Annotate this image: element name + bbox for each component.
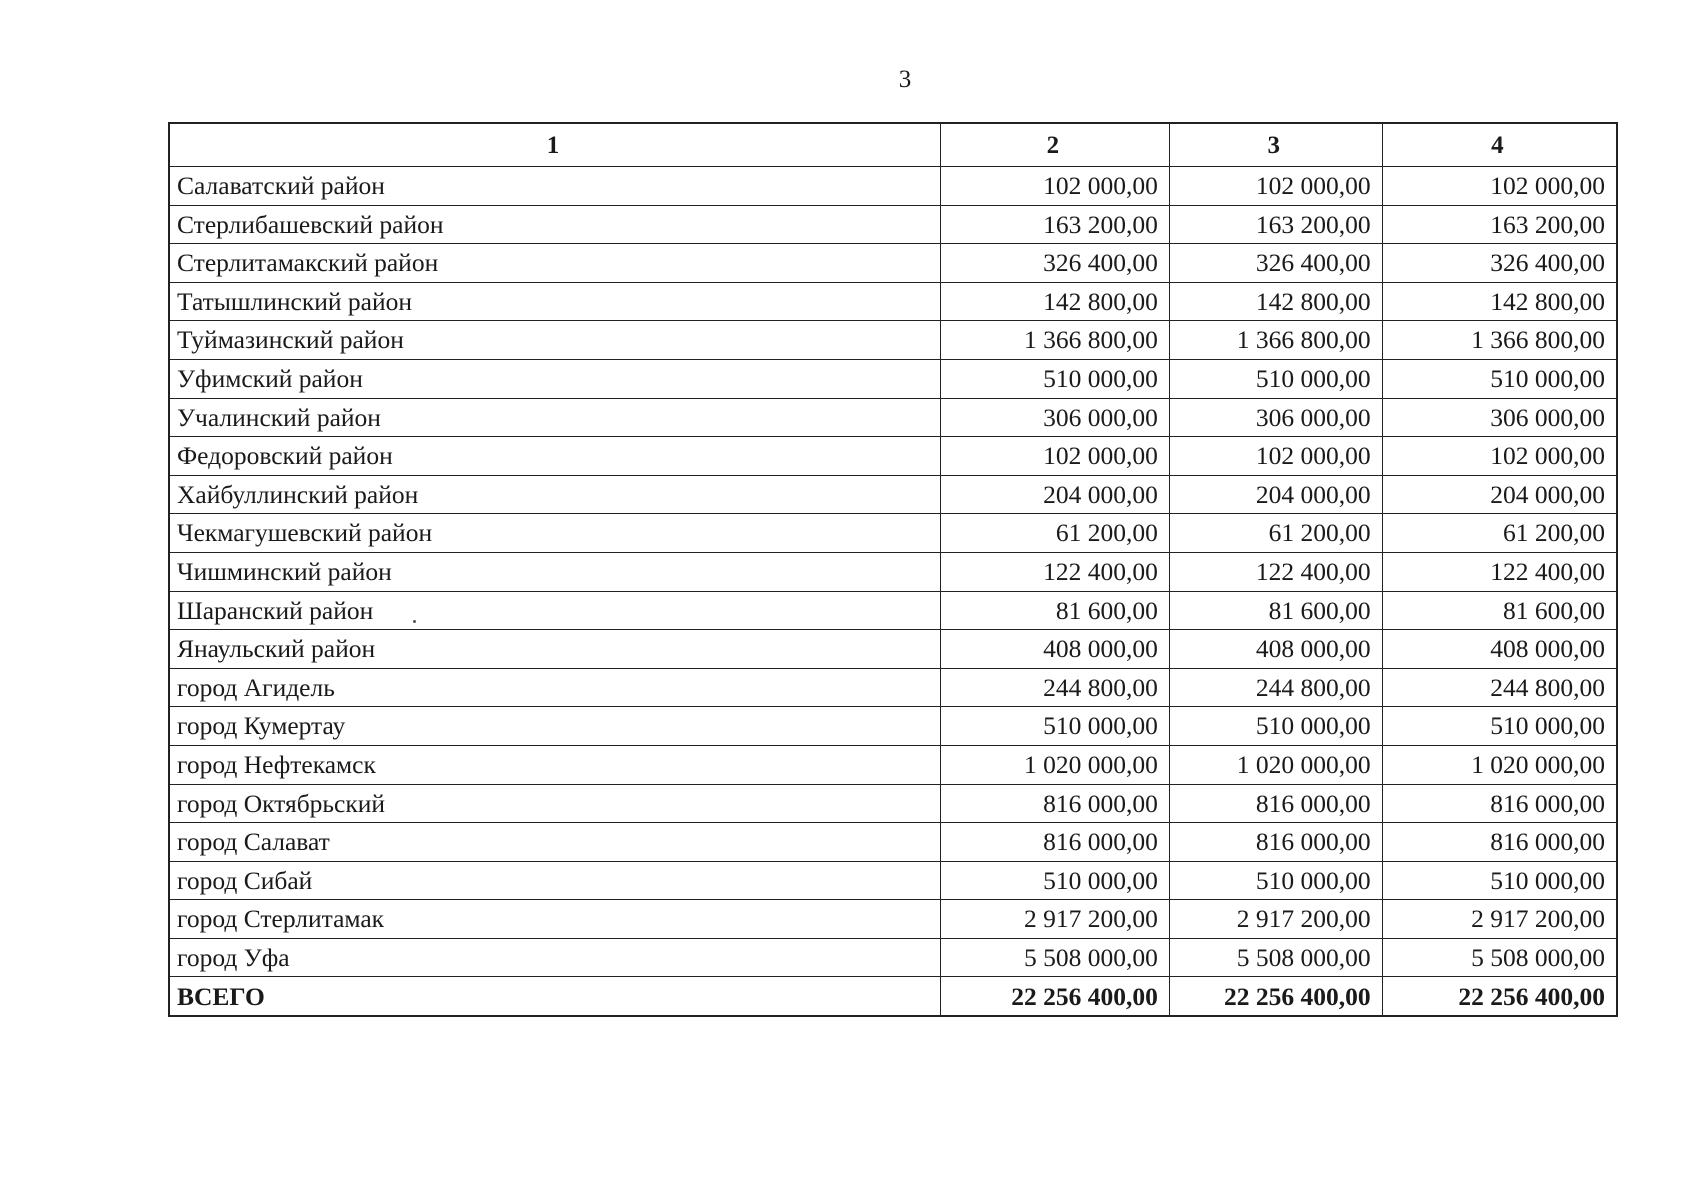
row-value-col-2: 204 000,00: [941, 475, 1170, 514]
row-value-col-4: 61 200,00: [1382, 514, 1617, 553]
row-value-col-4: 510 000,00: [1382, 707, 1617, 746]
row-value-col-4: 306 000,00: [1382, 398, 1617, 437]
table-row: [169, 437, 1617, 476]
row-value-col-2: 510 000,00: [941, 861, 1170, 900]
table-row: [169, 514, 1617, 553]
row-name: Салаватский район: [169, 167, 941, 206]
row-name: город Агидель: [169, 668, 941, 707]
total-col-2: 22 256 400,00: [941, 977, 1170, 1017]
row-value-col-3: 163 200,00: [1169, 205, 1382, 244]
row-name: город Уфа: [169, 938, 941, 977]
row-value-col-3: 2 917 200,00: [1169, 900, 1382, 939]
table-row: [169, 591, 1617, 630]
row-name: город Нефтекамск: [169, 745, 941, 784]
table-row: [169, 167, 1617, 206]
table-row: [169, 668, 1617, 707]
table-row: [169, 707, 1617, 746]
row-value-col-3: 244 800,00: [1169, 668, 1382, 707]
row-value-col-3: 816 000,00: [1169, 784, 1382, 823]
row-value-col-2: 816 000,00: [941, 784, 1170, 823]
row-name: Туймазинский район: [169, 321, 941, 360]
row-value-col-4: 408 000,00: [1382, 630, 1617, 669]
column-header-2: 2: [941, 123, 1170, 167]
page-number: 3: [898, 66, 912, 93]
table-row: [169, 630, 1617, 669]
column-header-3: 3: [1169, 123, 1382, 167]
row-value-col-4: 81 600,00: [1382, 591, 1617, 630]
row-name: город Стерлитамак: [169, 900, 941, 939]
table-row: [169, 823, 1617, 862]
row-value-col-2: 306 000,00: [941, 398, 1170, 437]
row-value-col-3: 816 000,00: [1169, 823, 1382, 862]
row-value-col-4: 510 000,00: [1382, 861, 1617, 900]
row-value-col-3: 1 366 800,00: [1169, 321, 1382, 360]
row-name: Татышлинский район: [169, 282, 941, 321]
row-name: Чишминский район: [169, 552, 941, 591]
row-name: Стерлибашевский район: [169, 205, 941, 244]
table-row: [169, 321, 1617, 360]
row-value-col-2: 1 366 800,00: [941, 321, 1170, 360]
row-value-col-4: 122 400,00: [1382, 552, 1617, 591]
row-value-col-4: 5 508 000,00: [1382, 938, 1617, 977]
row-value-col-2: 326 400,00: [941, 244, 1170, 283]
row-value-col-3: 408 000,00: [1169, 630, 1382, 669]
row-value-col-2: 244 800,00: [941, 668, 1170, 707]
table-row: [169, 552, 1617, 591]
row-value-col-3: 61 200,00: [1169, 514, 1382, 553]
table-row: [169, 282, 1617, 321]
row-value-col-2: 142 800,00: [941, 282, 1170, 321]
row-name: город Октябрьский: [169, 784, 941, 823]
table-row: [169, 938, 1617, 977]
row-value-col-3: 1 020 000,00: [1169, 745, 1382, 784]
row-value-col-4: 2 917 200,00: [1382, 900, 1617, 939]
row-name: Федоровский район: [169, 437, 941, 476]
row-value-col-2: 1 020 000,00: [941, 745, 1170, 784]
row-value-col-4: 102 000,00: [1382, 437, 1617, 476]
row-name: Стерлитамакский район: [169, 244, 941, 283]
row-value-col-3: 81 600,00: [1169, 591, 1382, 630]
row-value-col-3: 510 000,00: [1169, 359, 1382, 398]
row-value-col-4: 142 800,00: [1382, 282, 1617, 321]
table-row: [169, 861, 1617, 900]
row-value-col-4: 326 400,00: [1382, 244, 1617, 283]
row-value-col-3: 5 508 000,00: [1169, 938, 1382, 977]
row-name: Чекмагушевский район: [169, 514, 941, 553]
row-value-col-3: 122 400,00: [1169, 552, 1382, 591]
row-value-col-4: 816 000,00: [1382, 784, 1617, 823]
total-col-4: 22 256 400,00: [1382, 977, 1617, 1017]
row-value-col-2: 816 000,00: [941, 823, 1170, 862]
total-row: [169, 977, 1617, 1017]
row-name: Учалинский район: [169, 398, 941, 437]
row-value-col-2: 5 508 000,00: [941, 938, 1170, 977]
column-header-1: 1: [169, 123, 941, 167]
table-body: [169, 167, 1617, 977]
row-value-col-2: 102 000,00: [941, 167, 1170, 206]
total-col-3: 22 256 400,00: [1169, 977, 1382, 1017]
row-value-col-3: 102 000,00: [1169, 167, 1382, 206]
row-value-col-3: 510 000,00: [1169, 707, 1382, 746]
row-value-col-4: 510 000,00: [1382, 359, 1617, 398]
row-value-col-2: 81 600,00: [941, 591, 1170, 630]
row-value-col-4: 1 020 000,00: [1382, 745, 1617, 784]
row-name: Янаульский район: [169, 630, 941, 669]
row-value-col-3: 306 000,00: [1169, 398, 1382, 437]
row-value-col-3: 510 000,00: [1169, 861, 1382, 900]
allocation-table: [168, 122, 1618, 1017]
row-value-col-2: 61 200,00: [941, 514, 1170, 553]
row-value-col-2: 2 917 200,00: [941, 900, 1170, 939]
row-name: Шаранский район: [169, 591, 941, 630]
table-row: [169, 359, 1617, 398]
row-name: город Сибай: [169, 861, 941, 900]
row-value-col-3: 326 400,00: [1169, 244, 1382, 283]
row-value-col-3: 102 000,00: [1169, 437, 1382, 476]
row-value-col-4: 163 200,00: [1382, 205, 1617, 244]
column-header-4: 4: [1382, 123, 1617, 167]
row-value-col-4: 1 366 800,00: [1382, 321, 1617, 360]
row-value-col-2: 122 400,00: [941, 552, 1170, 591]
row-value-col-4: 204 000,00: [1382, 475, 1617, 514]
row-value-col-4: 102 000,00: [1382, 167, 1617, 206]
row-value-col-4: 816 000,00: [1382, 823, 1617, 862]
row-value-col-2: 510 000,00: [941, 707, 1170, 746]
table-row: [169, 900, 1617, 939]
total-label: ВСЕГО: [169, 977, 941, 1017]
table-row: [169, 244, 1617, 283]
row-value-col-2: 408 000,00: [941, 630, 1170, 669]
table-row: [169, 398, 1617, 437]
row-name: город Салават: [169, 823, 941, 862]
table-row: [169, 784, 1617, 823]
table-row: [169, 205, 1617, 244]
row-name: Уфимский район: [169, 359, 941, 398]
row-value-col-4: 244 800,00: [1382, 668, 1617, 707]
row-value-col-2: 163 200,00: [941, 205, 1170, 244]
row-name: Хайбуллинский район: [169, 475, 941, 514]
scan-speck: [413, 620, 416, 623]
table-header-row: [169, 123, 1617, 167]
row-value-col-3: 142 800,00: [1169, 282, 1382, 321]
row-value-col-2: 102 000,00: [941, 437, 1170, 476]
row-name: город Кумертау: [169, 707, 941, 746]
row-value-col-2: 510 000,00: [941, 359, 1170, 398]
table-row: [169, 475, 1617, 514]
row-value-col-3: 204 000,00: [1169, 475, 1382, 514]
table-row: [169, 745, 1617, 784]
